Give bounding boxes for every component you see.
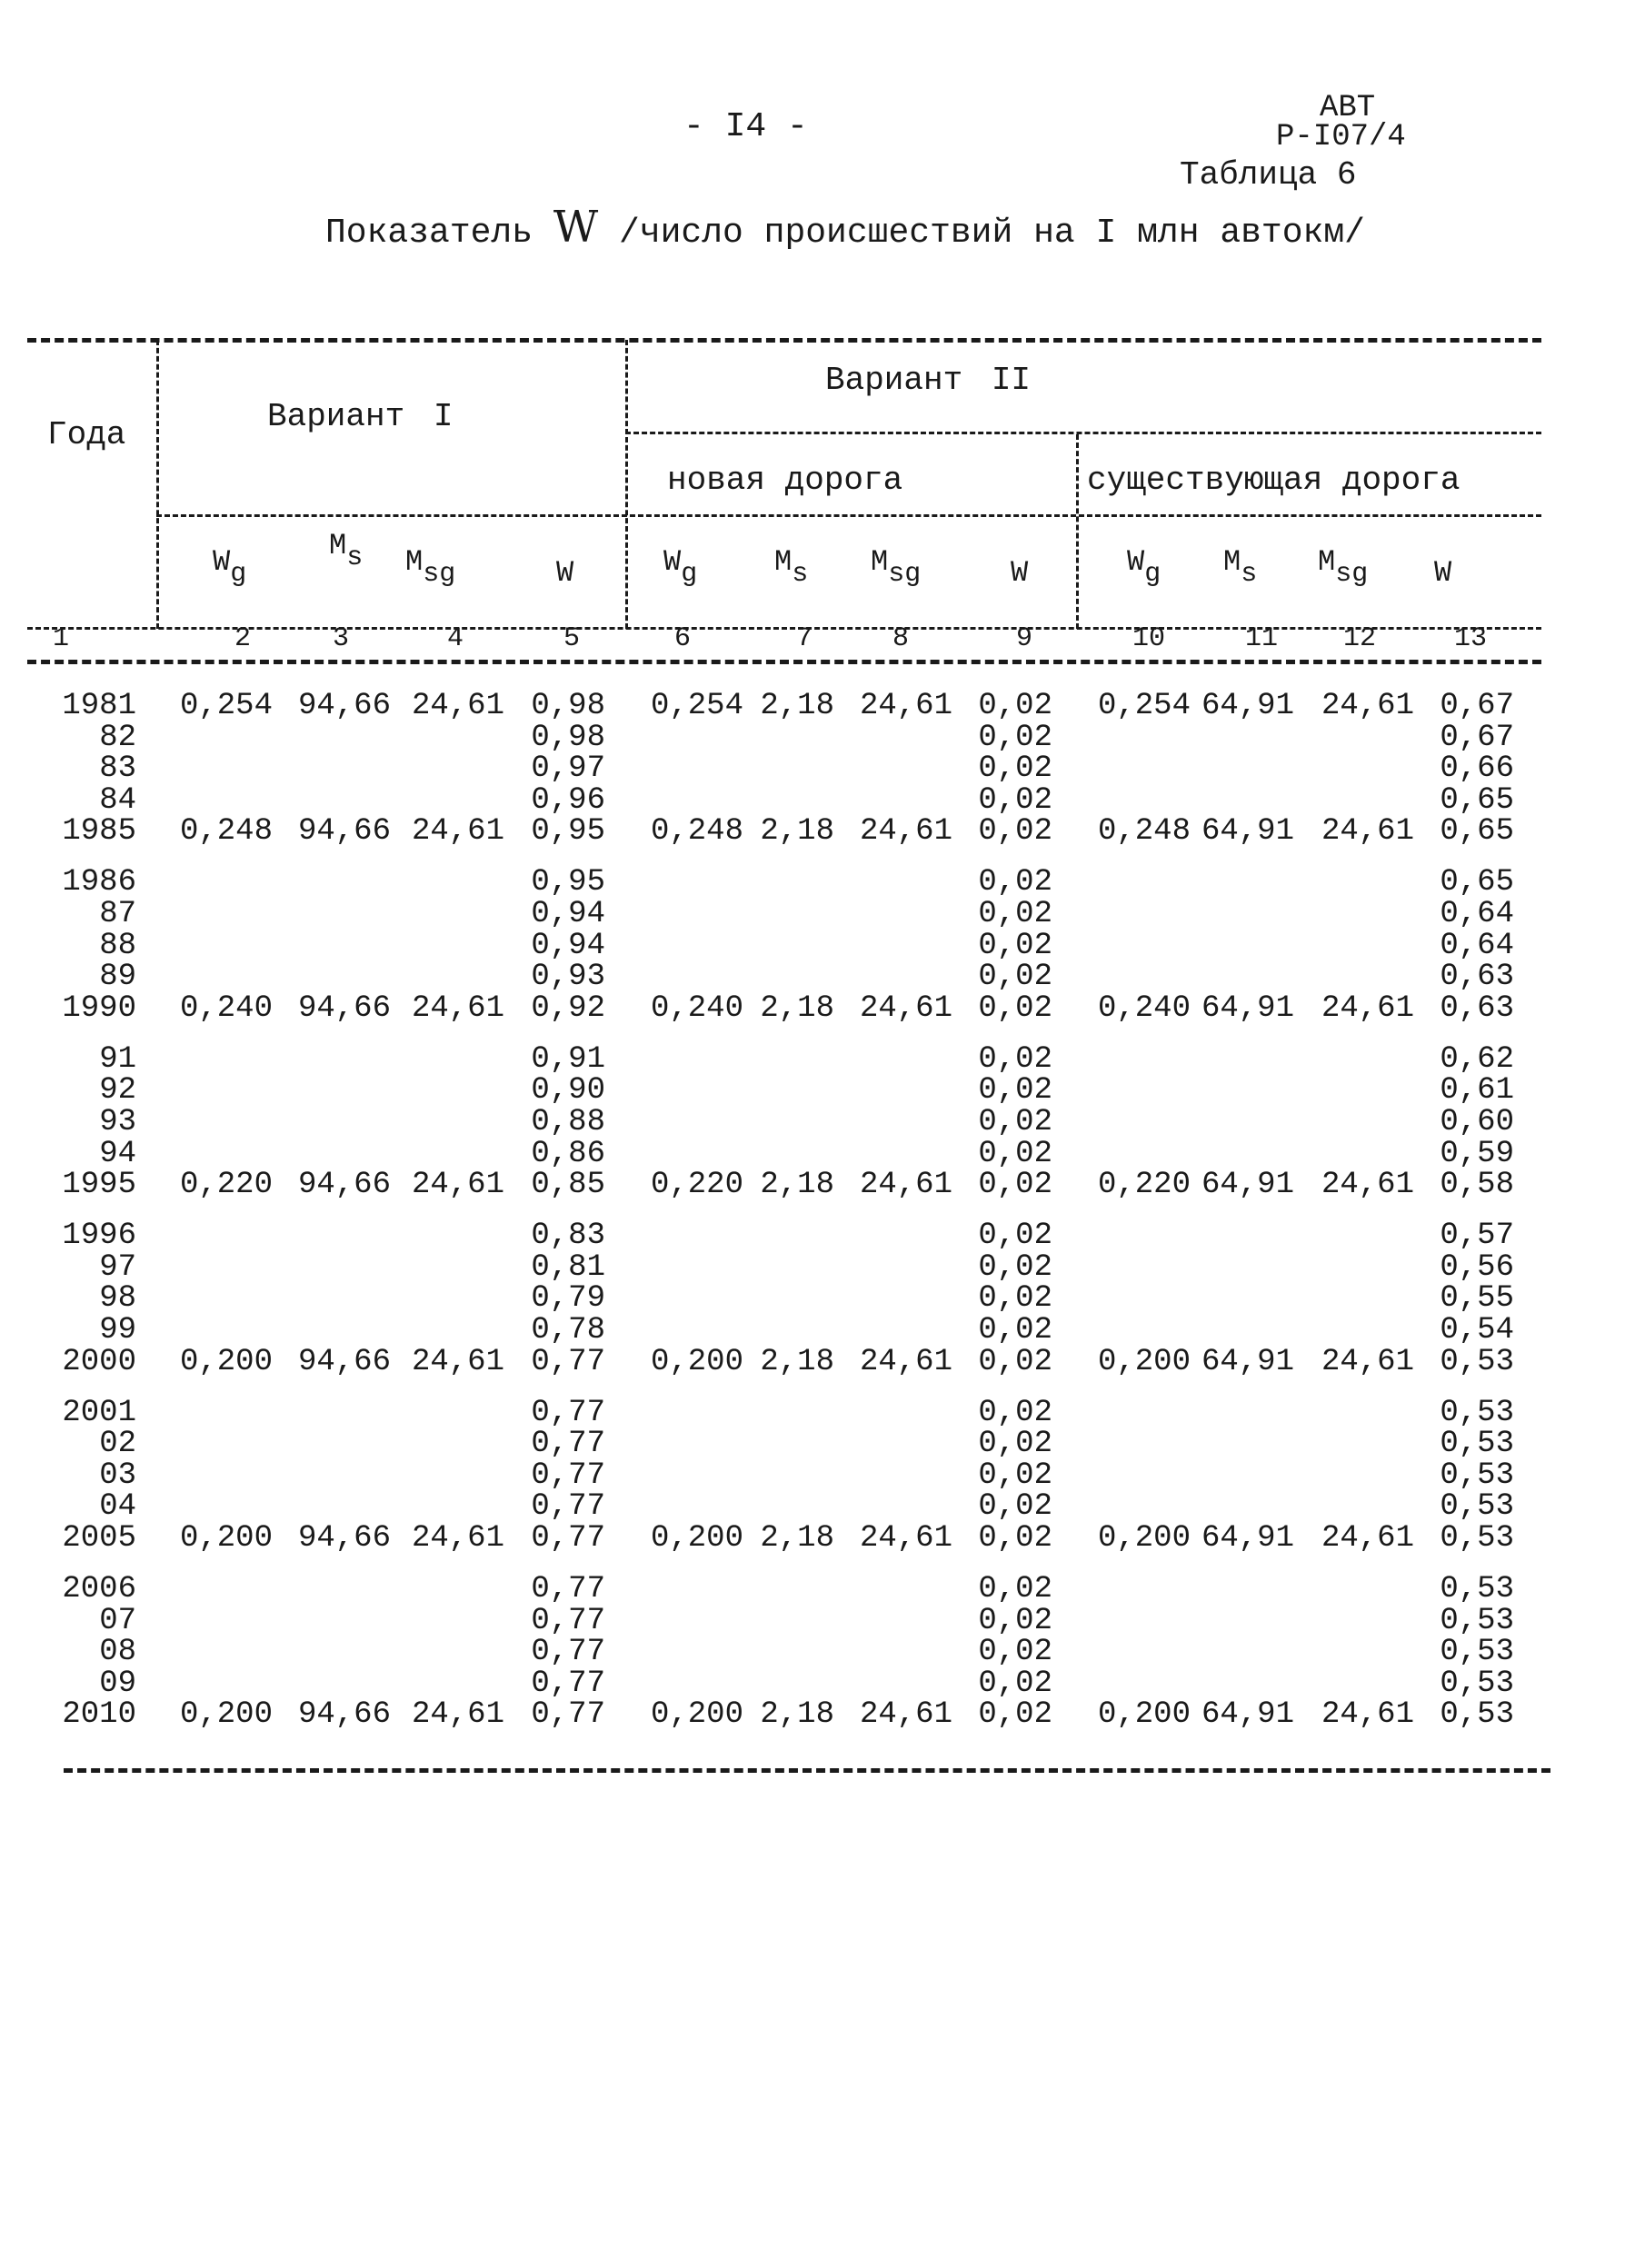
cell-w3: 0,58 xyxy=(1440,1168,1514,1203)
cell-ms1: 94,66 xyxy=(297,1521,391,1556)
cell-w3: 0,67 xyxy=(1440,689,1514,723)
cell-w3: 0,63 xyxy=(1440,990,1514,1026)
cell-w3: 0,53 xyxy=(1440,1572,1514,1606)
table-top-rule xyxy=(27,338,1541,343)
cell-w1: 0,79 xyxy=(531,1281,605,1317)
column-number: 8 xyxy=(892,623,910,654)
cell-year: 2001 xyxy=(62,1395,136,1430)
cell-w1: 0,96 xyxy=(531,782,605,818)
cell-w3: 0,53 xyxy=(1440,1427,1514,1462)
cell-ms1: 94,66 xyxy=(297,689,391,723)
caption-symbol: W xyxy=(553,202,599,253)
cell-msg2: 24,61 xyxy=(859,990,952,1026)
cell-wg2: 0,200 xyxy=(650,1521,743,1556)
table-row xyxy=(0,899,1625,930)
header-msg-existing-road: $M_{sg}$ xyxy=(1318,545,1369,590)
symbol-rule xyxy=(27,627,1541,630)
cell-ms1: 94,66 xyxy=(297,814,391,850)
table-row xyxy=(0,1635,1625,1670)
cell-w2: 0,02 xyxy=(978,1489,1052,1525)
header-wg-new-road: $W_g$ xyxy=(663,545,698,590)
cell-year: 1981 xyxy=(62,689,136,723)
cell-w2: 0,02 xyxy=(978,865,1052,900)
cell-w1: 0,77 xyxy=(531,1457,605,1493)
cell-msg3: 24,61 xyxy=(1321,1168,1414,1203)
table-row xyxy=(0,990,1625,1026)
table-row xyxy=(0,930,1625,961)
cell-w2: 0,02 xyxy=(978,782,1052,818)
cell-w3: 0,56 xyxy=(1440,1249,1514,1285)
cell-msg3: 24,61 xyxy=(1321,814,1414,850)
cell-w2: 0,02 xyxy=(978,1457,1052,1493)
cell-msg2: 24,61 xyxy=(859,689,952,723)
cell-ms1: 94,66 xyxy=(297,1168,391,1203)
header-msg-variant1: $M_{sg}$ xyxy=(405,545,456,590)
cell-ms2: 2,18 xyxy=(760,689,834,723)
column-number: 3 xyxy=(333,623,350,654)
cell-year: 98 xyxy=(99,1281,136,1317)
cell-w3: 0,60 xyxy=(1440,1105,1514,1139)
cell-w1: 0,94 xyxy=(531,928,605,963)
table-row xyxy=(0,1219,1625,1254)
new-road-header: новая дорога xyxy=(667,462,903,499)
column-number: 12 xyxy=(1343,623,1377,654)
cell-year: 89 xyxy=(99,960,136,995)
cell-w3: 0,53 xyxy=(1440,1344,1514,1379)
cell-w1: 0,88 xyxy=(531,1105,605,1139)
cell-w2: 0,02 xyxy=(978,1344,1052,1379)
cell-w1: 0,98 xyxy=(531,720,605,755)
cell-wg1: 0,240 xyxy=(179,990,273,1026)
cell-ms3: 64,91 xyxy=(1201,990,1294,1026)
cell-wg2: 0,200 xyxy=(650,1697,743,1733)
cell-wg1: 0,200 xyxy=(179,1521,273,1556)
cell-wg2: 0,254 xyxy=(650,689,743,723)
table-caption xyxy=(325,202,1365,253)
cell-year: 09 xyxy=(99,1666,136,1701)
variant1-header: Вариант I xyxy=(267,398,454,435)
cell-w1: 0,77 xyxy=(531,1697,605,1733)
column-number: 9 xyxy=(1016,623,1033,654)
cell-year: 02 xyxy=(99,1427,136,1462)
table-row xyxy=(0,751,1625,787)
column-number-rule xyxy=(27,660,1541,664)
variant-divider xyxy=(625,340,628,629)
column-number: 7 xyxy=(796,623,813,654)
cell-ms3: 64,91 xyxy=(1201,1697,1294,1733)
page-number: - I4 - xyxy=(683,107,808,146)
variant2-rule xyxy=(625,432,1541,434)
cell-w1: 0,77 xyxy=(531,1635,605,1670)
cell-wg2: 0,248 xyxy=(650,814,743,850)
cell-w1: 0,94 xyxy=(531,897,605,931)
cell-w2: 0,02 xyxy=(978,897,1052,931)
cell-ms3: 64,91 xyxy=(1201,689,1294,723)
cell-w3: 0,54 xyxy=(1440,1313,1514,1348)
cell-year: 91 xyxy=(99,1041,136,1077)
table-row xyxy=(0,1574,1625,1605)
cell-w1: 0,97 xyxy=(531,751,605,787)
cell-w1: 0,77 xyxy=(531,1521,605,1556)
column-number: 5 xyxy=(563,623,581,654)
cell-w2: 0,02 xyxy=(978,1603,1052,1638)
cell-w2: 0,02 xyxy=(978,1041,1052,1077)
cell-w3: 0,53 xyxy=(1440,1457,1514,1493)
document-code-line1: АВТ xyxy=(1320,91,1376,125)
cell-ms3: 64,91 xyxy=(1201,1168,1294,1203)
cell-w1: 0,77 xyxy=(531,1344,605,1379)
cell-ms1: 94,66 xyxy=(297,990,391,1026)
cell-w1: 0,92 xyxy=(531,990,605,1026)
table-row xyxy=(0,814,1625,850)
cell-year: 07 xyxy=(99,1603,136,1638)
cell-ms1: 94,66 xyxy=(297,1344,391,1379)
cell-msg1: 24,61 xyxy=(411,1168,504,1203)
cell-w3: 0,53 xyxy=(1440,1635,1514,1670)
cell-w2: 0,02 xyxy=(978,689,1052,723)
cell-msg2: 24,61 xyxy=(859,814,952,850)
cell-w1: 0,95 xyxy=(531,865,605,900)
cell-wg1: 0,254 xyxy=(179,689,273,723)
cell-w3: 0,65 xyxy=(1440,865,1514,900)
cell-msg2: 24,61 xyxy=(859,1168,952,1203)
cell-w2: 0,02 xyxy=(978,1313,1052,1348)
cell-w1: 0,77 xyxy=(531,1572,605,1606)
cell-wg2: 0,220 xyxy=(650,1168,743,1203)
cell-year: 08 xyxy=(99,1635,136,1670)
cell-wg3: 0,240 xyxy=(1097,990,1191,1026)
cell-year: 1990 xyxy=(62,990,136,1026)
header-wg-variant1: $W_g$ xyxy=(213,545,247,590)
cell-year: 88 xyxy=(99,928,136,963)
cell-year: 83 xyxy=(99,751,136,787)
header-ms-new-road: $M_s$ xyxy=(774,545,809,590)
cell-w1: 0,95 xyxy=(531,814,605,850)
cell-year: 94 xyxy=(99,1136,136,1171)
cell-year: 87 xyxy=(99,897,136,931)
cell-year: 93 xyxy=(99,1105,136,1139)
table-row xyxy=(0,1107,1625,1138)
document-code-line2: Р-I07/4 xyxy=(1276,120,1406,154)
cell-wg3: 0,200 xyxy=(1097,1521,1191,1556)
cell-w1: 0,81 xyxy=(531,1249,605,1285)
cell-w3: 0,67 xyxy=(1440,720,1514,755)
cell-year: 03 xyxy=(99,1457,136,1493)
existing-road-header: существующая дорога xyxy=(1087,462,1461,499)
cell-ms2: 2,18 xyxy=(760,1697,834,1733)
cell-w3: 0,53 xyxy=(1440,1697,1514,1733)
table-bottom-rule xyxy=(64,1768,1550,1773)
table-row xyxy=(0,1041,1625,1077)
cell-w1: 0,77 xyxy=(531,1489,605,1525)
cell-w2: 0,02 xyxy=(978,1073,1052,1109)
cell-w3: 0,53 xyxy=(1440,1603,1514,1638)
cell-year: 84 xyxy=(99,782,136,818)
cell-ms2: 2,18 xyxy=(760,1521,834,1556)
table-row xyxy=(0,1697,1625,1733)
column-number: 2 xyxy=(234,623,252,654)
cell-msg2: 24,61 xyxy=(859,1521,952,1556)
table-row xyxy=(0,691,1625,721)
table-row xyxy=(0,1523,1625,1554)
cell-w3: 0,61 xyxy=(1440,1073,1514,1109)
year-header: Года xyxy=(47,416,126,453)
cell-w2: 0,02 xyxy=(978,751,1052,787)
cell-msg3: 24,61 xyxy=(1321,1521,1414,1556)
cell-wg1: 0,200 xyxy=(179,1697,273,1733)
table-row xyxy=(0,1281,1625,1317)
cell-wg1: 0,220 xyxy=(179,1168,273,1203)
cell-w2: 0,02 xyxy=(978,1572,1052,1606)
cell-wg3: 0,254 xyxy=(1097,689,1191,723)
cell-w2: 0,02 xyxy=(978,1427,1052,1462)
cell-year: 99 xyxy=(99,1313,136,1348)
table-row xyxy=(0,722,1625,753)
header-w-existing-road: W xyxy=(1434,556,1452,590)
cell-w1: 0,77 xyxy=(531,1603,605,1638)
cell-year: 2000 xyxy=(62,1344,136,1379)
table-label: Таблица 6 xyxy=(1180,156,1357,194)
cell-wg2: 0,240 xyxy=(650,990,743,1026)
cell-msg2: 24,61 xyxy=(859,1344,952,1379)
header-wg-existing-road: $W_g$ xyxy=(1127,545,1161,590)
column-number: 11 xyxy=(1245,623,1279,654)
table-row xyxy=(0,782,1625,818)
cell-year: 2006 xyxy=(62,1572,136,1606)
cell-w3: 0,65 xyxy=(1440,782,1514,818)
column-number: 4 xyxy=(447,623,464,654)
year-column-divider xyxy=(156,340,159,629)
cell-w3: 0,64 xyxy=(1440,897,1514,931)
cell-w2: 0,02 xyxy=(978,1521,1052,1556)
cell-w2: 0,02 xyxy=(978,1136,1052,1171)
cell-wg1: 0,248 xyxy=(179,814,273,850)
cell-ms3: 64,91 xyxy=(1201,1521,1294,1556)
cell-ms2: 2,18 xyxy=(760,990,834,1026)
cell-w2: 0,02 xyxy=(978,1281,1052,1317)
table-row xyxy=(0,1427,1625,1462)
header-w-variant1: W xyxy=(556,556,574,590)
cell-year: 1985 xyxy=(62,814,136,850)
cell-msg1: 24,61 xyxy=(411,1521,504,1556)
header-ms-variant1: $M_s$ xyxy=(329,529,364,573)
cell-w1: 0,98 xyxy=(531,689,605,723)
header-w-new-road: W xyxy=(1011,556,1029,590)
column-number: 13 xyxy=(1454,623,1488,654)
cell-w2: 0,02 xyxy=(978,960,1052,995)
cell-year: 04 xyxy=(99,1489,136,1525)
cell-w3: 0,53 xyxy=(1440,1521,1514,1556)
cell-year: 82 xyxy=(99,720,136,755)
cell-year: 1986 xyxy=(62,865,136,900)
cell-ms3: 64,91 xyxy=(1201,814,1294,850)
cell-w2: 0,02 xyxy=(978,1249,1052,1285)
table-row xyxy=(0,960,1625,995)
cell-wg3: 0,200 xyxy=(1097,1344,1191,1379)
caption-prefix: Показатель xyxy=(325,214,533,253)
cell-ms2: 2,18 xyxy=(760,1344,834,1379)
table-row xyxy=(0,1073,1625,1109)
table-row xyxy=(0,1457,1625,1493)
cell-w3: 0,62 xyxy=(1440,1041,1514,1077)
cell-w1: 0,90 xyxy=(531,1073,605,1109)
cell-ms1: 94,66 xyxy=(297,1697,391,1733)
table-row xyxy=(0,1249,1625,1285)
cell-w1: 0,77 xyxy=(531,1427,605,1462)
cell-w3: 0,53 xyxy=(1440,1395,1514,1430)
cell-year: 2010 xyxy=(62,1697,136,1733)
column-number: 6 xyxy=(674,623,692,654)
cell-ms2: 2,18 xyxy=(760,1168,834,1203)
table-row xyxy=(0,867,1625,898)
cell-wg2: 0,200 xyxy=(650,1344,743,1379)
cell-w3: 0,59 xyxy=(1440,1136,1514,1171)
variant2-header: Вариант II xyxy=(825,362,1032,399)
cell-w1: 0,93 xyxy=(531,960,605,995)
cell-year: 2005 xyxy=(62,1521,136,1556)
cell-wg3: 0,220 xyxy=(1097,1168,1191,1203)
cell-msg1: 24,61 xyxy=(411,814,504,850)
table-row xyxy=(0,1315,1625,1346)
cell-wg1: 0,200 xyxy=(179,1344,273,1379)
cell-w2: 0,02 xyxy=(978,1635,1052,1670)
cell-w2: 0,02 xyxy=(978,1395,1052,1430)
cell-w3: 0,66 xyxy=(1440,751,1514,787)
cell-w1: 0,77 xyxy=(531,1666,605,1701)
table-row xyxy=(0,1344,1625,1379)
cell-w1: 0,86 xyxy=(531,1136,605,1171)
cell-msg2: 24,61 xyxy=(859,1697,952,1733)
cell-w2: 0,02 xyxy=(978,1168,1052,1203)
caption-rest: /число происшествий на I млн автокм/ xyxy=(619,214,1365,253)
cell-msg3: 24,61 xyxy=(1321,689,1414,723)
cell-w2: 0,02 xyxy=(978,1105,1052,1139)
table-row xyxy=(0,1395,1625,1430)
cell-msg1: 24,61 xyxy=(411,1697,504,1733)
cell-w2: 0,02 xyxy=(978,1219,1052,1254)
cell-w3: 0,63 xyxy=(1440,960,1514,995)
table-row xyxy=(0,1136,1625,1171)
cell-msg1: 24,61 xyxy=(411,1344,504,1379)
cell-w1: 0,91 xyxy=(531,1041,605,1077)
cell-w2: 0,02 xyxy=(978,1697,1052,1733)
cell-wg3: 0,248 xyxy=(1097,814,1191,850)
cell-msg3: 24,61 xyxy=(1321,1697,1414,1733)
cell-w1: 0,83 xyxy=(531,1219,605,1254)
cell-wg3: 0,200 xyxy=(1097,1697,1191,1733)
cell-w3: 0,53 xyxy=(1440,1666,1514,1701)
cell-year: 92 xyxy=(99,1073,136,1109)
table-row xyxy=(0,1168,1625,1203)
table-row xyxy=(0,1668,1625,1699)
cell-w2: 0,02 xyxy=(978,990,1052,1026)
cell-w2: 0,02 xyxy=(978,720,1052,755)
cell-msg3: 24,61 xyxy=(1321,1344,1414,1379)
header-msg-new-road: $M_{sg}$ xyxy=(871,545,922,590)
cell-w3: 0,53 xyxy=(1440,1489,1514,1525)
subheader-rule xyxy=(156,514,1541,517)
cell-year: 97 xyxy=(99,1249,136,1285)
cell-w1: 0,77 xyxy=(531,1395,605,1430)
table-row xyxy=(0,1489,1625,1525)
header-ms-existing-road: $M_s$ xyxy=(1223,545,1258,590)
cell-w3: 0,64 xyxy=(1440,928,1514,963)
cell-ms2: 2,18 xyxy=(760,814,834,850)
cell-msg1: 24,61 xyxy=(411,990,504,1026)
cell-year: 1996 xyxy=(62,1219,136,1254)
cell-w3: 0,55 xyxy=(1440,1281,1514,1317)
cell-w3: 0,57 xyxy=(1440,1219,1514,1254)
cell-msg3: 24,61 xyxy=(1321,990,1414,1026)
cell-year: 1995 xyxy=(62,1168,136,1203)
cell-w1: 0,78 xyxy=(531,1313,605,1348)
column-number: 1 xyxy=(53,623,70,654)
table-row xyxy=(0,1603,1625,1638)
cell-msg1: 24,61 xyxy=(411,689,504,723)
road-divider xyxy=(1076,434,1079,629)
cell-w2: 0,02 xyxy=(978,814,1052,850)
cell-w2: 0,02 xyxy=(978,1666,1052,1701)
column-number: 10 xyxy=(1132,623,1166,654)
cell-ms3: 64,91 xyxy=(1201,1344,1294,1379)
cell-w3: 0,65 xyxy=(1440,814,1514,850)
cell-w2: 0,02 xyxy=(978,928,1052,963)
cell-w1: 0,85 xyxy=(531,1168,605,1203)
